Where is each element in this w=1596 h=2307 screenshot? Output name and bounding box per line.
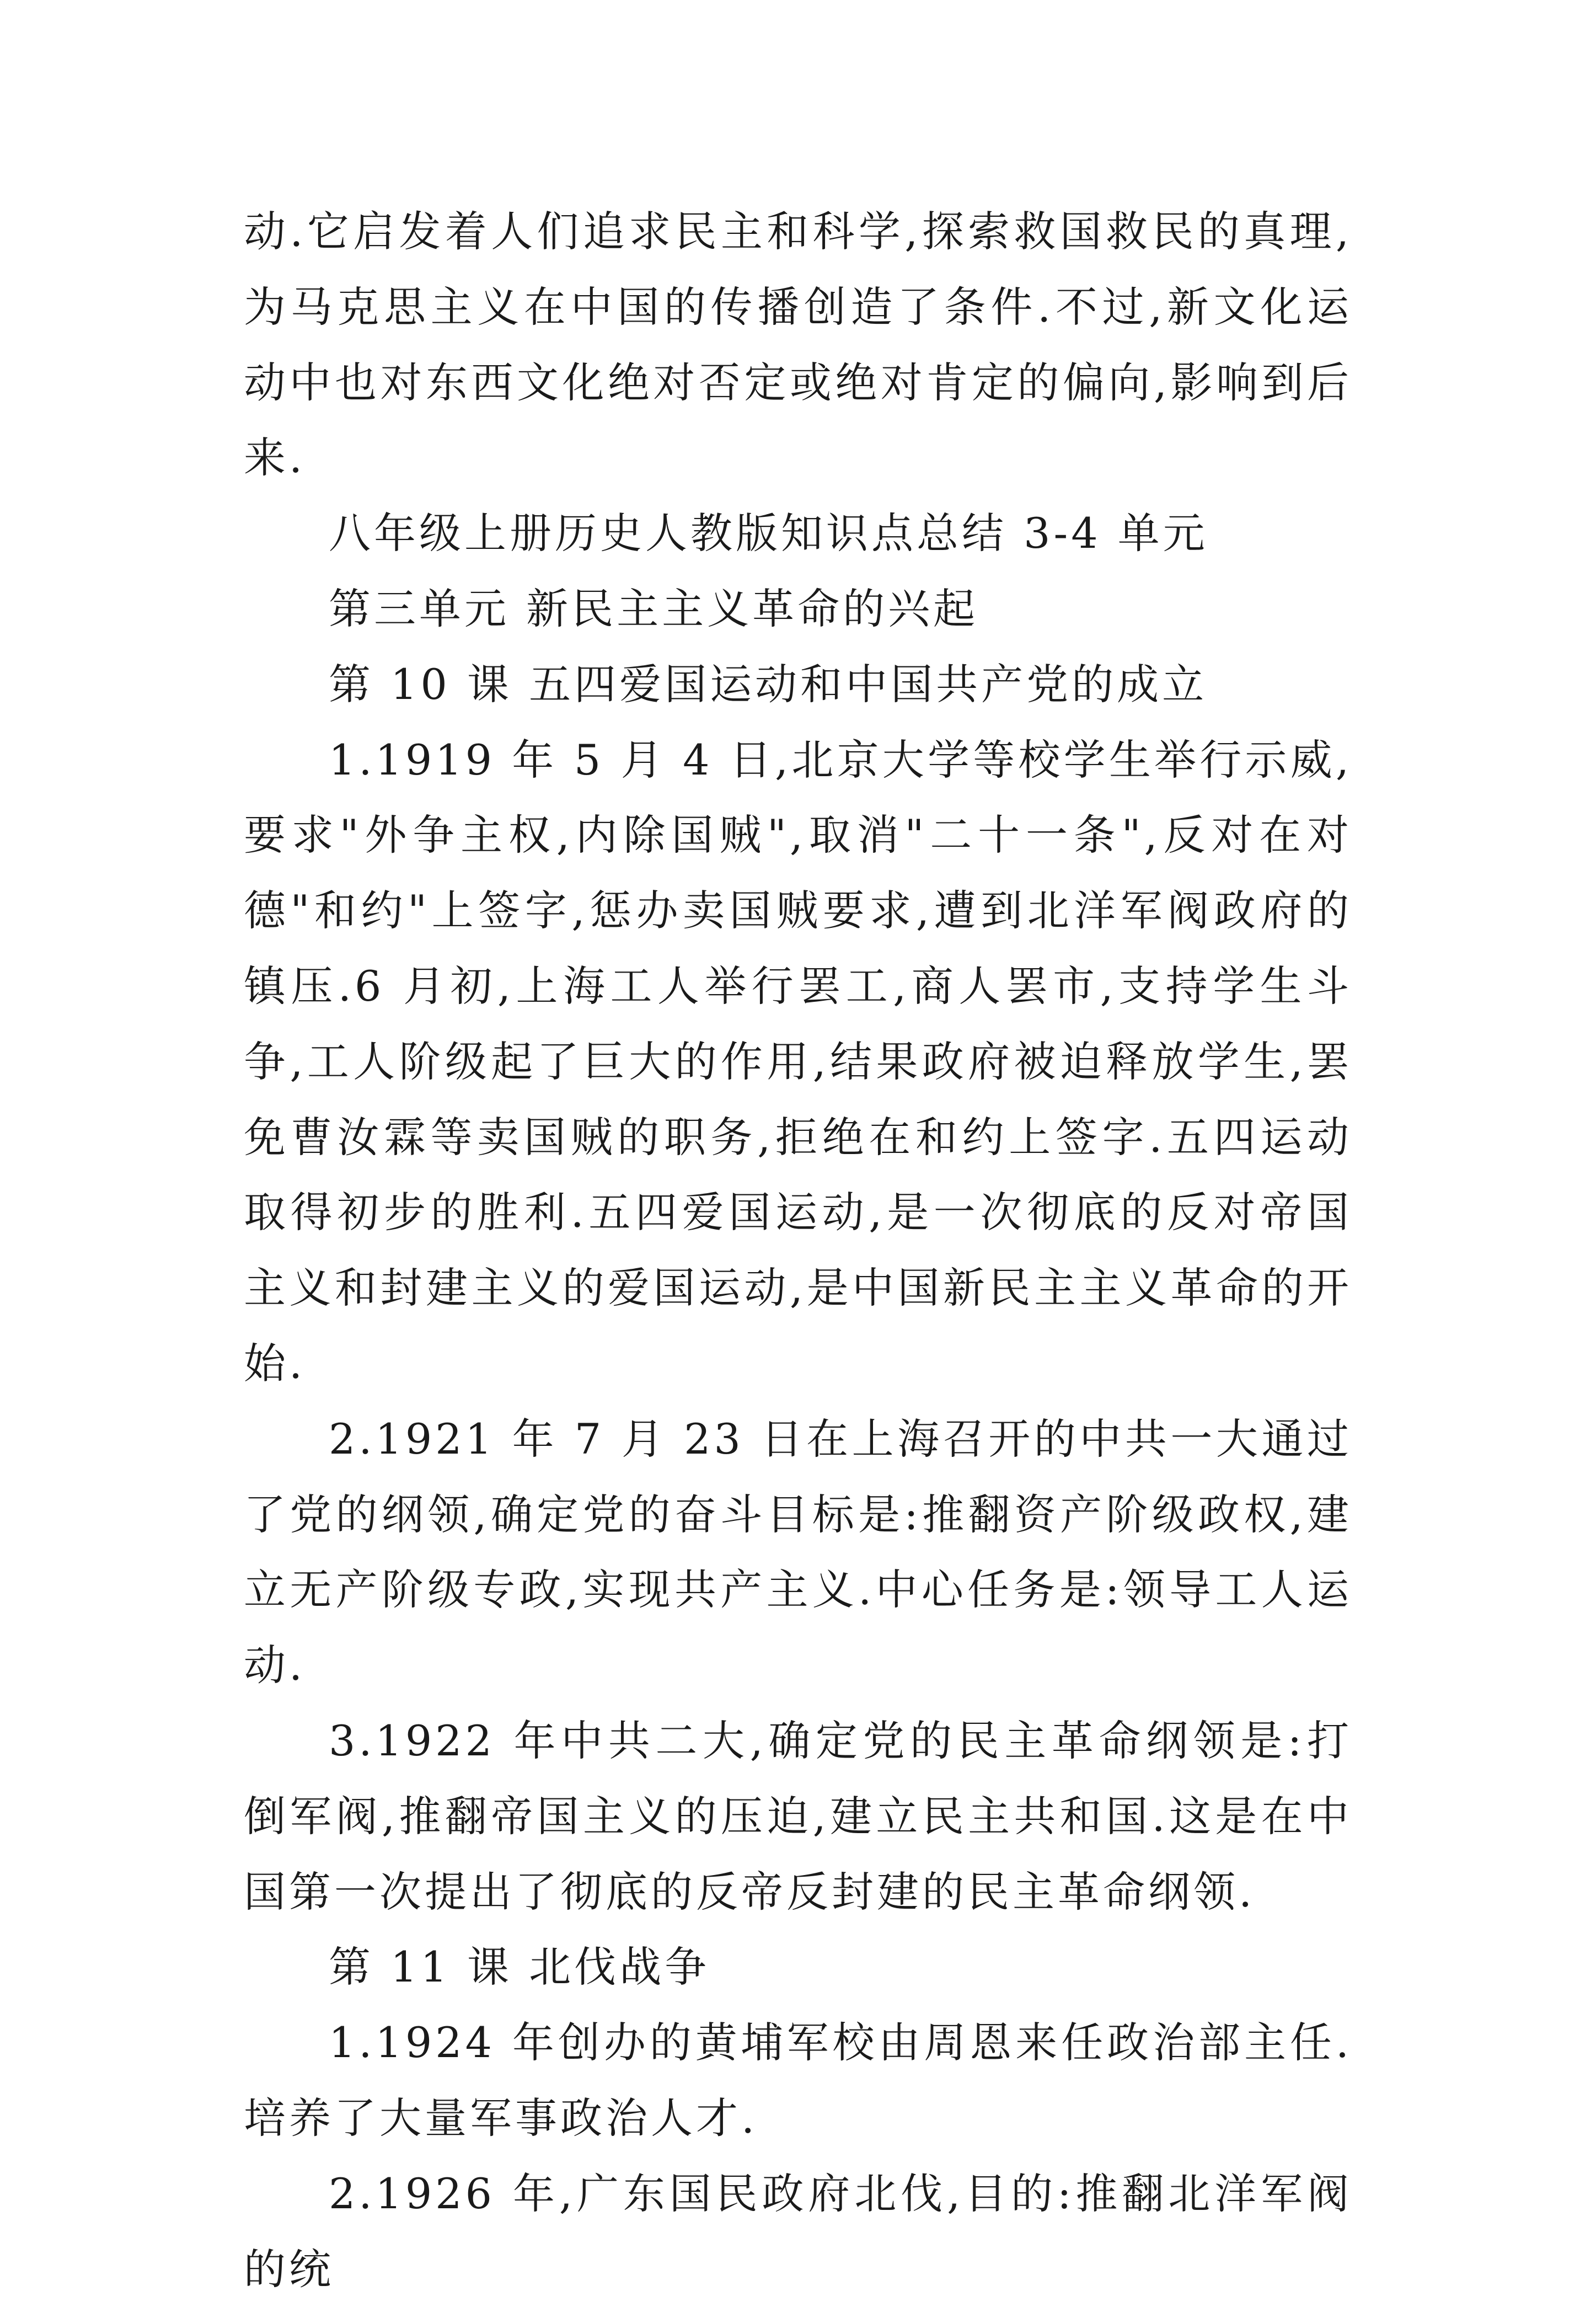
paragraph: 1.1924 年创办的黄埔军校由周恩来任政治部主任.培养了大量军事政治人才.	[244, 2018, 1352, 2143]
lesson-heading: 第 10 课 五四爱国运动和中国共产党的成立	[329, 659, 1208, 709]
paragraph: 1.1919 年 5 月 4 日,北京大学等校学生举行示威,要求"外争主权,内除国贼",取消"二十一条",反对在对德"和约"上签字,惩办卖国贼要求,遭到北洋军阀政府的镇压.6 月初,上海工人举行罢工,商人罢市,支持学生斗争,工人阶级起了巨大的作用,结果政府被迫释放学生,罢免曹汝霖等卖国贼的职务,拒绝在和约上签字.五四运动取得初步的胜利.五四爱国运动,是一次彻底的反对帝国主义和封建主义的爱国运动,是中国新民主主义革命的开始.	[244, 735, 1352, 1388]
lesson-heading: 第 11 课 北伐战争	[329, 1942, 710, 1992]
document-body	[244, 194, 1352, 2307]
paragraph: 2.1926 年,广东国民政府北伐,目的:推翻北洋军阀的统	[244, 2169, 1352, 2294]
document-title: 八年级上册历史人教版知识点总结 3-4 单元	[329, 509, 1208, 558]
paragraph-continuation: 动.它启发着人们追求民主和科学,探索救国救民的真理,为马克思主义在中国的传播创造了条件.不过,新文化运动中也对东西文化绝对否定或绝对肯定的偏向,影响到后来.	[244, 207, 1352, 483]
paragraph: 3.1922 年中共二大,确定党的民主革命纲领是:打倒军阀,推翻帝国主义的压迫,建立民主共和国.这是在中国第一次提出了彻底的反帝反封建的民主革命纲领.	[244, 1716, 1352, 1916]
unit-heading: 第三单元 新民主主义革命的兴起	[329, 584, 979, 633]
paragraph: 2.1921 年 7 月 23 日在上海召开的中共一大通过了党的纲领,确定党的奋斗目标是:推翻资产阶级政权,建立无产阶级专政,实现共产主义.中心任务是:领导工人运动.	[244, 1414, 1352, 1690]
